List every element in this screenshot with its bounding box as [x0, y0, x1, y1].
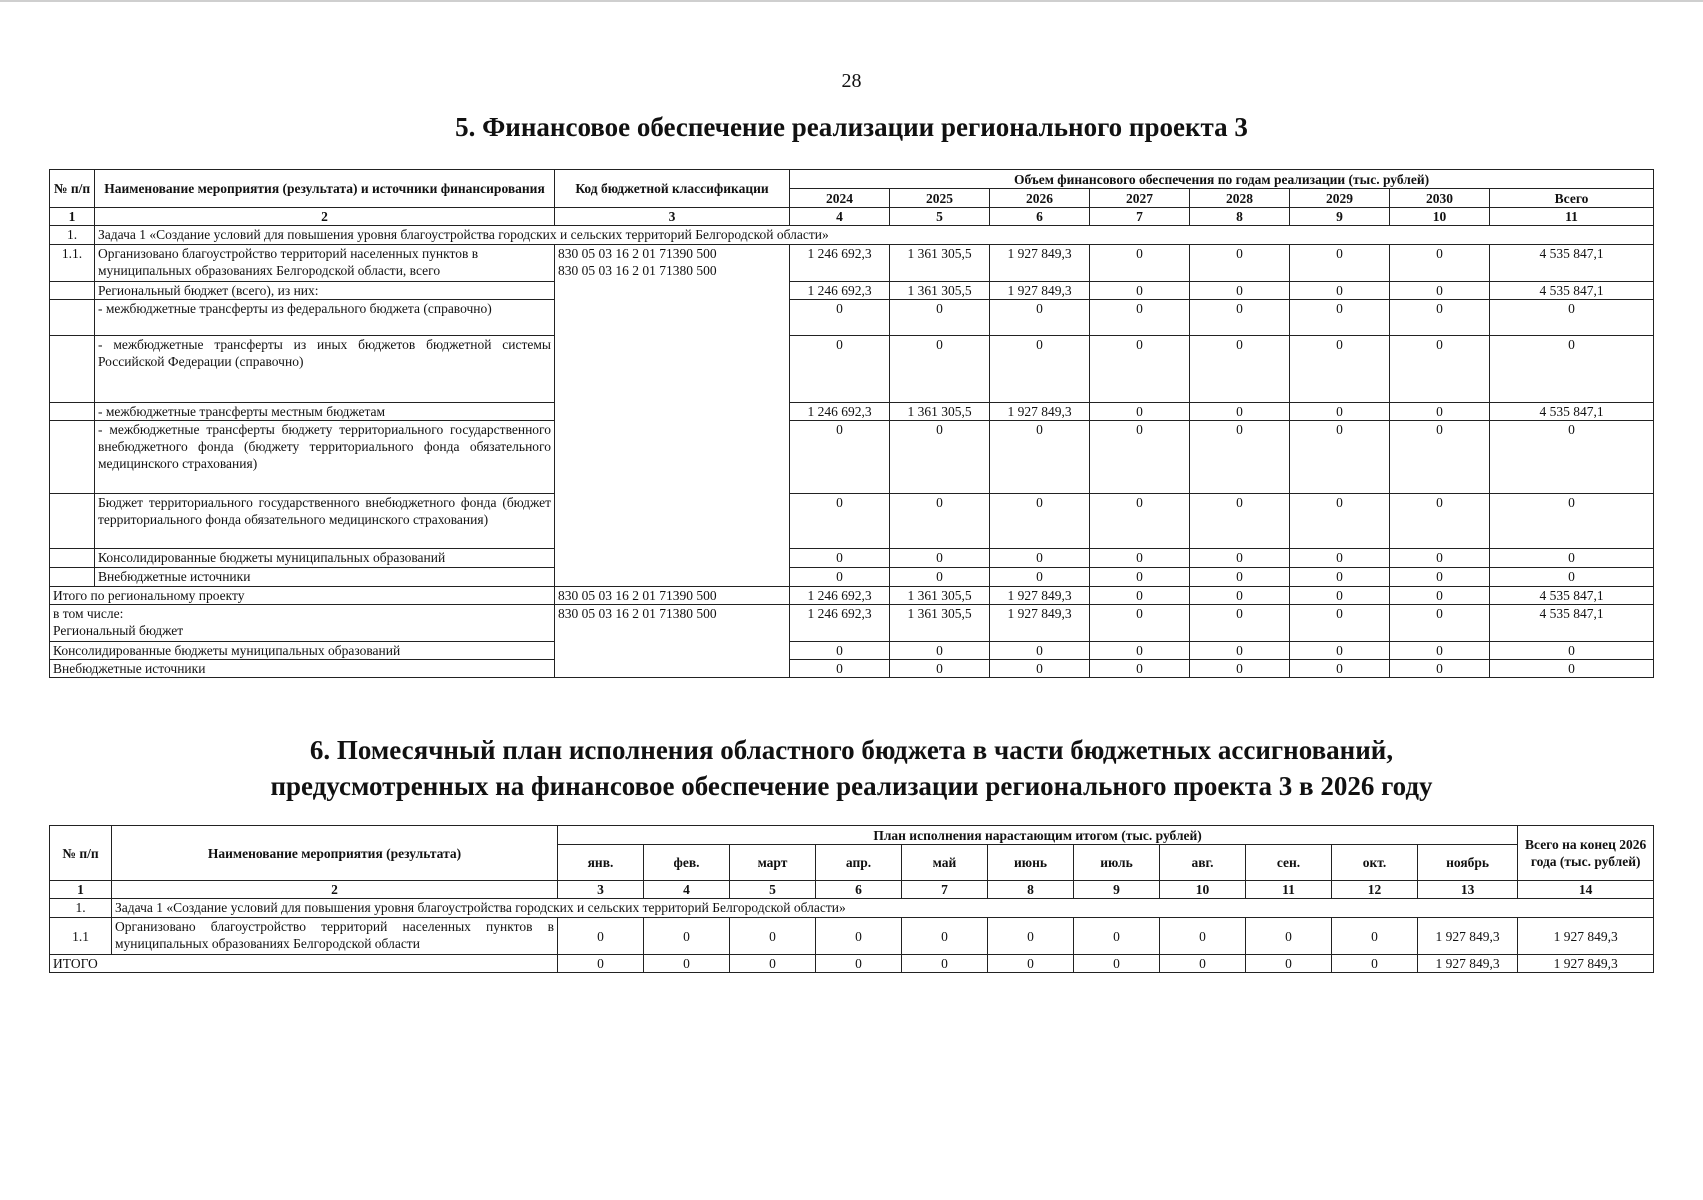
total-row [50, 605, 1654, 642]
value-cell: 1 361 305,5 [890, 245, 990, 282]
task-row [50, 226, 1654, 245]
value-cell: 0 [1190, 494, 1290, 549]
value-cell: 0 [1090, 568, 1190, 587]
value-cell: 0 [1490, 549, 1654, 568]
budget-code: 830 05 03 16 2 01 71380 500 [558, 263, 717, 278]
item-name: Организовано благоустройство территорий населенных пунктов в муниципальных образованиях Белгородской области, всего [95, 245, 555, 282]
value-cell: 1 927 849,3 [990, 245, 1090, 282]
total-label: ИТОГО [50, 955, 558, 973]
header-month: янв. [558, 845, 644, 881]
value-cell: 0 [1090, 587, 1190, 605]
value-cell: 0 [1190, 568, 1290, 587]
scan-top-edge [0, 0, 1703, 2]
value-cell: 0 [1090, 282, 1190, 300]
value-cell: 0 [1290, 660, 1390, 678]
col-number: 11 [1490, 208, 1654, 226]
empty-cell [50, 568, 95, 587]
value-cell: 0 [1090, 549, 1190, 568]
value-cell: 0 [1490, 300, 1654, 336]
value-cell: 1 927 849,3 [1418, 955, 1518, 973]
empty-cell [50, 549, 95, 568]
value-cell: 1 361 305,5 [890, 282, 990, 300]
value-cell: 0 [990, 660, 1090, 678]
value-cell: 0 [990, 549, 1090, 568]
col-number: 7 [902, 881, 988, 899]
value-cell: 0 [1090, 421, 1190, 494]
value-cell: 0 [1290, 494, 1390, 549]
value-cell: 1 927 849,3 [990, 403, 1090, 421]
value-cell: 0 [1290, 587, 1390, 605]
col-number: 2 [95, 208, 555, 226]
total-name [50, 605, 555, 642]
header-month: май [902, 845, 988, 881]
task-text: Задача 1 «Создание условий для повышения уровня благоустройства городских и сельских территорий Белгородской области» [95, 226, 1654, 245]
header-month: июнь [988, 845, 1074, 881]
col-number: 8 [1190, 208, 1290, 226]
header-name: Наименование мероприятия (результата) [112, 826, 558, 881]
value-cell: 0 [890, 300, 990, 336]
value-cell: 0 [990, 568, 1090, 587]
value-cell: 0 [902, 955, 988, 973]
value-cell: 0 [1190, 336, 1290, 403]
value-cell: 4 535 847,1 [1490, 605, 1654, 642]
value-cell: 0 [558, 955, 644, 973]
empty-cell [50, 300, 95, 336]
budget-code: 830 05 03 16 2 01 71390 500 [555, 587, 790, 605]
header-num: № п/п [50, 170, 95, 208]
col-number: 10 [1390, 208, 1490, 226]
section-6-title [0, 732, 1703, 804]
value-cell: 1 361 305,5 [890, 587, 990, 605]
col-number: 10 [1160, 881, 1246, 899]
value-cell: 0 [1190, 605, 1290, 642]
value-cell: 0 [1190, 300, 1290, 336]
including-label: в том числе: [53, 606, 124, 621]
value-cell: 0 [902, 918, 988, 955]
col-number: 9 [1290, 208, 1390, 226]
value-cell: 0 [1290, 642, 1390, 660]
value-cell: 0 [1390, 336, 1490, 403]
task-text: Задача 1 «Создание условий для повышения уровня благоустройства городских и сельских территорий Белгородской области» [112, 899, 1654, 918]
value-cell: 0 [890, 568, 990, 587]
value-cell: 0 [990, 494, 1090, 549]
value-cell: 0 [1090, 245, 1190, 282]
budget-code: 830 05 03 16 2 01 71380 500 [555, 605, 790, 678]
value-cell: 0 [988, 918, 1074, 955]
empty-cell [50, 282, 95, 300]
value-cell: 0 [1332, 918, 1418, 955]
header-total: Всего на конец 2026 года (тыс. рублей) [1518, 826, 1654, 881]
source-row [50, 568, 1654, 587]
empty-cell [50, 494, 95, 549]
total-row [50, 955, 1654, 973]
value-cell: 0 [1390, 245, 1490, 282]
value-cell: 4 535 847,1 [1490, 245, 1654, 282]
value-cell: 0 [890, 660, 990, 678]
header-total: Всего [1490, 189, 1654, 208]
value-cell: 0 [790, 568, 890, 587]
value-cell: 0 [988, 955, 1074, 973]
col-number: 1 [50, 881, 112, 899]
value-cell: 4 535 847,1 [1490, 403, 1654, 421]
value-cell: 0 [1190, 549, 1290, 568]
source-name: - межбюджетные трансферты из иных бюджетов бюджетной системы Российской Федерации (справочно) [95, 336, 555, 403]
value-cell: 0 [790, 642, 890, 660]
col-number: 5 [890, 208, 990, 226]
col-number: 14 [1518, 881, 1654, 899]
value-cell: 4 535 847,1 [1490, 282, 1654, 300]
total-name: Консолидированные бюджеты муниципальных образований [50, 642, 555, 660]
value-cell: 0 [1390, 282, 1490, 300]
header-month: апр. [816, 845, 902, 881]
budget-code: 830 05 03 16 2 01 71390 500 [558, 246, 717, 261]
col-number: 13 [1418, 881, 1518, 899]
header-month: фев. [644, 845, 730, 881]
value-cell: 1 246 692,3 [790, 245, 890, 282]
value-cell: 0 [1290, 421, 1390, 494]
value-cell: 0 [890, 642, 990, 660]
header-year: 2028 [1190, 189, 1290, 208]
column-numbers-row [50, 208, 1654, 226]
value-cell: 0 [990, 642, 1090, 660]
col-number: 6 [816, 881, 902, 899]
header-month: ноябрь [1418, 845, 1518, 881]
header-num: № п/п [50, 826, 112, 881]
header-year: 2024 [790, 189, 890, 208]
value-cell: 0 [1490, 642, 1654, 660]
monthly-plan-table [49, 825, 1654, 973]
value-cell: 0 [1290, 300, 1390, 336]
value-cell: 4 535 847,1 [1490, 587, 1654, 605]
value-cell: 0 [730, 955, 816, 973]
value-cell: 1 927 849,3 [1518, 955, 1654, 973]
header-month: июль [1074, 845, 1160, 881]
value-cell: 1 927 849,3 [990, 282, 1090, 300]
value-cell: 0 [1390, 605, 1490, 642]
source-name: Внебюджетные источники [95, 568, 555, 587]
value-cell: 0 [1090, 494, 1190, 549]
header-plan: План исполнения нарастающим итогом (тыс. рублей) [558, 826, 1518, 845]
value-cell: 0 [1090, 642, 1190, 660]
value-cell: 0 [1290, 568, 1390, 587]
total-name: Внебюджетные источники [50, 660, 555, 678]
value-cell: 1 927 849,3 [990, 605, 1090, 642]
value-cell: 0 [558, 918, 644, 955]
value-cell: 0 [1290, 282, 1390, 300]
value-cell: 0 [816, 918, 902, 955]
value-cell: 1 927 849,3 [1418, 918, 1518, 955]
value-cell: 0 [1290, 605, 1390, 642]
value-cell: 1 361 305,5 [890, 403, 990, 421]
value-cell: 0 [790, 421, 890, 494]
value-cell: 0 [1390, 494, 1490, 549]
task-row [50, 899, 1654, 918]
value-cell: 0 [890, 421, 990, 494]
value-cell: 0 [1290, 336, 1390, 403]
empty-cell [50, 421, 95, 494]
value-cell: 0 [1390, 403, 1490, 421]
section-5-title: 5. Финансовое обеспечение реализации регионального проекта 3 [455, 112, 1248, 142]
value-cell: 0 [1246, 918, 1332, 955]
source-name: - межбюджетные трансферты местным бюджетам [95, 403, 555, 421]
value-cell: 1 361 305,5 [890, 605, 990, 642]
value-cell: 1 246 692,3 [790, 282, 890, 300]
col-number: 5 [730, 881, 816, 899]
item-row [50, 918, 1654, 955]
page-number: 28 [841, 70, 862, 92]
value-cell: 0 [1390, 587, 1490, 605]
source-row [50, 300, 1654, 336]
source-name: Консолидированные бюджеты муниципальных образований [95, 549, 555, 568]
header-year: 2026 [990, 189, 1090, 208]
value-cell: 0 [1490, 336, 1654, 403]
header-name: Наименование мероприятия (результата) и источники финансирования [95, 170, 555, 208]
value-cell: 0 [1190, 421, 1290, 494]
value-cell: 1 927 849,3 [990, 587, 1090, 605]
section-6-title-line1: 6. Помесячный план исполнения областного бюджета в части бюджетных ассигнований, [309, 735, 1394, 765]
value-cell: 0 [1190, 587, 1290, 605]
value-cell: 1 927 849,3 [1518, 918, 1654, 955]
col-number: 12 [1332, 881, 1418, 899]
col-number: 11 [1246, 881, 1332, 899]
col-number: 4 [644, 881, 730, 899]
source-name: Региональный бюджет (всего), из них: [95, 282, 555, 300]
source-row [50, 336, 1654, 403]
value-cell: 0 [1074, 955, 1160, 973]
value-cell: 0 [890, 549, 990, 568]
value-cell: 0 [1390, 549, 1490, 568]
value-cell: 0 [1290, 549, 1390, 568]
value-cell: 0 [1160, 955, 1246, 973]
value-cell: 0 [816, 955, 902, 973]
source-row [50, 421, 1654, 494]
value-cell: 0 [1490, 421, 1654, 494]
value-cell: 0 [790, 494, 890, 549]
value-cell: 0 [1246, 955, 1332, 973]
header-year: 2029 [1290, 189, 1390, 208]
source-row [50, 282, 1654, 300]
value-cell: 1 246 692,3 [790, 403, 890, 421]
value-cell: 0 [790, 549, 890, 568]
col-number: 1 [50, 208, 95, 226]
value-cell: 0 [1190, 245, 1290, 282]
value-cell: 0 [890, 494, 990, 549]
item-row [50, 245, 1654, 282]
value-cell: 0 [1074, 918, 1160, 955]
item-name: Организовано благоустройство территорий населенных пунктов в муниципальных образованиях Белгородской области [112, 918, 558, 955]
total-row [50, 587, 1654, 605]
value-cell: 1 246 692,3 [790, 587, 890, 605]
source-name: Бюджет территориального государственного внебюджетного фонда (бюджет территориального фонда обязательного медицинского страхования) [95, 494, 555, 549]
section-6-title-line2: предусмотренных на финансовое обеспечение реализации регионального проекта 3 в 2026 году [270, 771, 1433, 801]
col-number: 4 [790, 208, 890, 226]
value-cell: 0 [1390, 421, 1490, 494]
total-row [50, 642, 1654, 660]
value-cell: 0 [790, 660, 890, 678]
total-row [50, 660, 1654, 678]
source-row [50, 494, 1654, 549]
value-cell: 0 [1190, 660, 1290, 678]
value-cell: 0 [1090, 403, 1190, 421]
value-cell: 0 [1390, 300, 1490, 336]
source-row [50, 403, 1654, 421]
empty-cell [50, 403, 95, 421]
value-cell: 0 [1090, 300, 1190, 336]
value-cell: 0 [1490, 660, 1654, 678]
header-month: март [730, 845, 816, 881]
task-number: 1. [50, 226, 95, 245]
header-month: авг. [1160, 845, 1246, 881]
regional-budget-label: Региональный бюджет [53, 623, 184, 638]
value-cell: 0 [990, 336, 1090, 403]
value-cell: 0 [1390, 642, 1490, 660]
col-number: 2 [112, 881, 558, 899]
source-name: - межбюджетные трансферты из федерального бюджета (справочно) [95, 300, 555, 336]
value-cell: 1 246 692,3 [790, 605, 890, 642]
budget-codes-cell [555, 245, 790, 587]
value-cell: 0 [1090, 605, 1190, 642]
value-cell: 0 [644, 918, 730, 955]
value-cell: 0 [1160, 918, 1246, 955]
value-cell: 0 [1490, 494, 1654, 549]
header-year: 2027 [1090, 189, 1190, 208]
header-year: 2030 [1390, 189, 1490, 208]
value-cell: 0 [1190, 282, 1290, 300]
header-code: Код бюджетной классификации [555, 170, 790, 208]
header-month: окт. [1332, 845, 1418, 881]
col-number: 3 [558, 881, 644, 899]
column-numbers-row [50, 881, 1654, 899]
item-number: 1.1 [50, 918, 112, 955]
empty-cell [50, 336, 95, 403]
value-cell: 0 [1090, 336, 1190, 403]
col-number: 7 [1090, 208, 1190, 226]
item-number: 1.1. [50, 245, 95, 282]
header-year: 2025 [890, 189, 990, 208]
value-cell: 0 [730, 918, 816, 955]
financing-table [49, 169, 1654, 678]
col-number: 3 [555, 208, 790, 226]
value-cell: 0 [1190, 403, 1290, 421]
total-name: Итого по региональному проекту [50, 587, 555, 605]
value-cell: 0 [890, 336, 990, 403]
value-cell: 0 [1290, 403, 1390, 421]
value-cell: 0 [1090, 660, 1190, 678]
col-number: 6 [990, 208, 1090, 226]
source-name: - межбюджетные трансферты бюджету территориального государственного внебюджетного фонда (бюджету территориального фонда обязательного медицинского страхования) [95, 421, 555, 494]
value-cell: 0 [1390, 568, 1490, 587]
value-cell: 0 [790, 336, 890, 403]
value-cell: 0 [1390, 660, 1490, 678]
col-number: 8 [988, 881, 1074, 899]
value-cell: 0 [644, 955, 730, 973]
value-cell: 0 [990, 421, 1090, 494]
source-row [50, 549, 1654, 568]
value-cell: 0 [1332, 955, 1418, 973]
header-volume: Объем финансового обеспечения по годам реализации (тыс. рублей) [790, 170, 1654, 189]
value-cell: 0 [990, 300, 1090, 336]
value-cell: 0 [1290, 245, 1390, 282]
value-cell: 0 [1190, 642, 1290, 660]
value-cell: 0 [790, 300, 890, 336]
value-cell: 0 [1490, 568, 1654, 587]
header-month: сен. [1246, 845, 1332, 881]
task-number: 1. [50, 899, 112, 918]
col-number: 9 [1074, 881, 1160, 899]
